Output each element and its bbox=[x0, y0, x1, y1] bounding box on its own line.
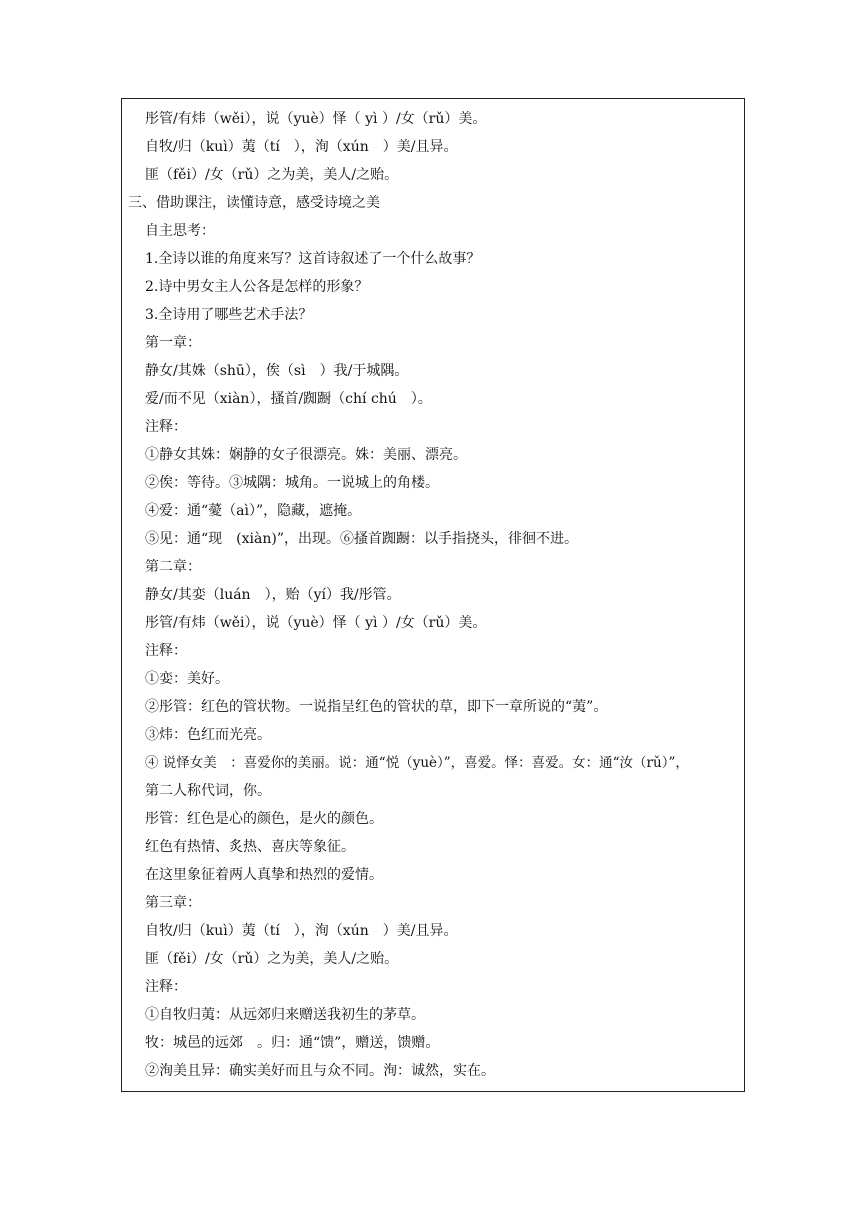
poem-line: 自牧/归（kuì）荑（tí ），洵（xún ）美/且异。 bbox=[145, 923, 458, 939]
note-line: ④爱：通“薆（aì）”，隐藏，遮掩。 bbox=[145, 503, 362, 519]
note-line: 第二人称代词，你。 bbox=[145, 783, 271, 799]
note-line: ①娈：美好。 bbox=[145, 671, 229, 687]
poem-line: 静女/其姝（shū），俟（sì ）我/于城隅。 bbox=[145, 363, 409, 379]
poem-line: 静女/其娈（luán ），贻（yí）我/彤管。 bbox=[145, 587, 401, 603]
notes-heading: 注释： bbox=[145, 979, 187, 995]
question-2: 2.诗中男女主人公各是怎样的形象？ bbox=[145, 279, 369, 295]
note-line: 彤管：红色是心的颜色，是火的颜色。 bbox=[145, 811, 383, 827]
note-line: 红色有热情、炙热、喜庆等象征。 bbox=[145, 839, 355, 855]
section-heading: 三、借助课注，读懂诗意，感受诗境之美 bbox=[128, 195, 380, 211]
note-line: 在这里象征着两人真挚和热烈的爱情。 bbox=[145, 867, 383, 883]
note-line: ②俟：等待。③城隅：城角。一说城上的角楼。 bbox=[145, 475, 439, 491]
note-line: ②洵美且异：确实美好而且与众不同。洵：诚然，实在。 bbox=[145, 1063, 495, 1079]
note-line: ④ 说怿女美 ：喜爱你的美丽。说：通“悦（yuè）”，喜爱。怿：喜爱。女：通“汝（rǔ）”， bbox=[145, 755, 689, 771]
poem-line: 爱/而不见（xiàn），搔首/踟蹰（chí chú ）。 bbox=[145, 391, 432, 407]
question-1: 1.全诗以谁的角度来写？这首诗叙述了一个什么故事？ bbox=[145, 251, 481, 267]
chapter-heading: 第三章： bbox=[145, 895, 201, 911]
note-line: ①静女其姝：娴静的女子很漂亮。姝：美丽、漂亮。 bbox=[145, 447, 467, 463]
notes-heading: 注释： bbox=[145, 643, 187, 659]
note-line: ③炜：色红而光亮。 bbox=[145, 727, 271, 743]
note-line: ①自牧归荑：从远郊归来赠送我初生的茅草。 bbox=[145, 1007, 425, 1023]
question-3: 3.全诗用了哪些艺术手法？ bbox=[145, 307, 313, 323]
poem-line: 彤管/有炜（wěi），说（yuè）怿（ yì ）/女（rǔ）美。 bbox=[145, 615, 487, 631]
notes-heading: 注释： bbox=[145, 419, 187, 435]
text-line: 彤管/有炜（wěi），说（yuè）怿（ yì ）/女（rǔ）美。 bbox=[145, 111, 487, 127]
chapter-heading: 第二章： bbox=[145, 559, 201, 575]
text-line: 自主思考： bbox=[145, 223, 215, 239]
poem-line: 匪（fěi）/女（rǔ）之为美，美人/之贻。 bbox=[145, 951, 399, 967]
note-line: ⑤见：通“现 (xiàn)”，出现。⑥搔首踟蹰：以手指挠头，徘徊不进。 bbox=[145, 531, 578, 547]
text-line: 匪（fěi）/女（rǔ）之为美，美人/之贻。 bbox=[145, 167, 399, 183]
note-line: 牧：城邑的远郊 。归：通“馈”，赠送，馈赠。 bbox=[145, 1035, 440, 1051]
chapter-heading: 第一章： bbox=[145, 335, 201, 351]
text-line: 自牧/归（kuì）荑（tí ），洵（xún ）美/且异。 bbox=[145, 139, 458, 155]
note-line: ②彤管：红色的管状物。一说指呈红色的管状的草，即下一章所说的“荑”。 bbox=[145, 699, 608, 715]
